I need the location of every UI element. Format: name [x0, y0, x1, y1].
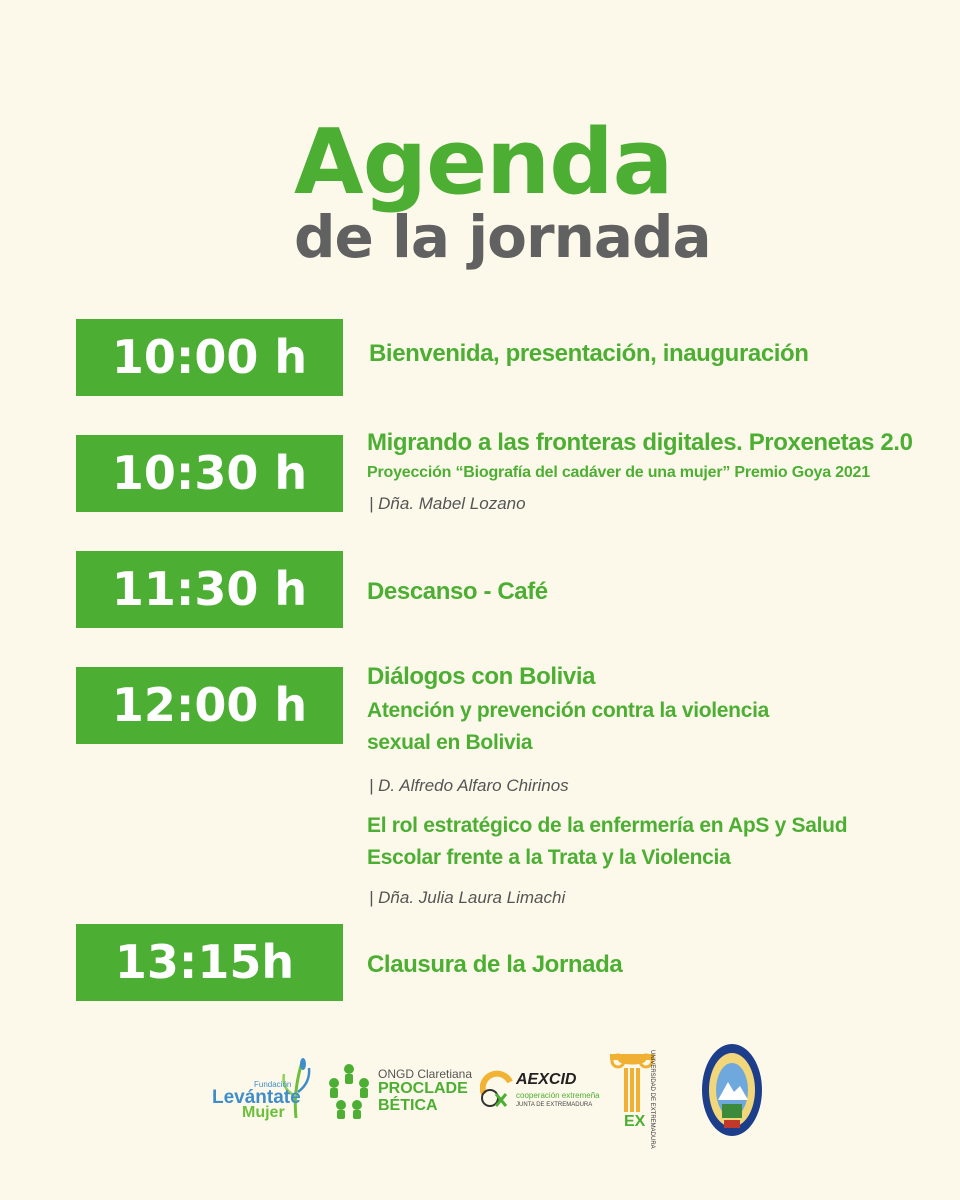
aexcid-mark-icon: [480, 1068, 516, 1112]
page-subtitle: de la jornada: [294, 203, 711, 271]
speaker-name: | D. Alfredo Alfaro Chirinos: [369, 776, 569, 795]
agenda-item-line: sexual en Bolivia: [367, 731, 533, 754]
agenda-item-title: Migrando a las fronteras digitales. Proxenetas 2.0: [367, 429, 913, 456]
agenda-item-title: Descanso - Café: [367, 578, 548, 605]
agenda-item-line: Atención y prevención contra la violencia: [367, 699, 769, 722]
speaker-name: | Dña. Mabel Lozano: [369, 494, 526, 513]
uex-label: EX: [624, 1113, 646, 1130]
agenda-item-line: El rol estratégico de la enfermería en ApS y Salud: [367, 814, 848, 837]
proclade-line2: BÉTICA: [378, 1097, 438, 1114]
proclade-line1: PROCLADE: [378, 1080, 468, 1097]
levantate-small: Fundación: [254, 1080, 292, 1089]
aexcid-line1: cooperación extremeña: [516, 1091, 600, 1100]
people-circle-icon: [326, 1063, 372, 1119]
speaker-name: | Dña. Julia Laura Limachi: [369, 888, 566, 907]
time-badge: 10:00 h: [76, 319, 343, 396]
university-seal-icon: [700, 1042, 764, 1140]
aexcid-line2: JUNTA DE EXTREMADURA: [516, 1102, 593, 1108]
agenda-item-title: Clausura de la Jornada: [367, 951, 623, 978]
proclade-small: ONGD Claretiana: [378, 1067, 473, 1081]
page-title: Agenda: [294, 110, 673, 215]
uex-vertical-text: UNIVERSIDAD DE EXTREMADURA: [649, 1050, 655, 1149]
agenda-item-subtitle: Proyección “Biografía del cadáver de una mujer” Premio Goya 2021: [367, 464, 870, 481]
agenda-item-title: Bienvenida, presentación, inauguración: [369, 340, 809, 367]
agenda-item-title: Diálogos con Bolivia: [367, 663, 596, 690]
time-badge: 10:30 h: [76, 435, 343, 512]
agenda-item-line: Escolar frente a la Trata y la Violencia: [367, 846, 731, 869]
aexcid-name: AEXCID: [516, 1071, 577, 1088]
time-badge: 11:30 h: [76, 551, 343, 628]
levantate-line2: Mujer: [242, 1104, 285, 1121]
time-badge: 13:15h: [76, 924, 343, 1001]
time-badge: 12:00 h: [76, 667, 343, 744]
levantate-line1: Levántate: [212, 1087, 301, 1108]
